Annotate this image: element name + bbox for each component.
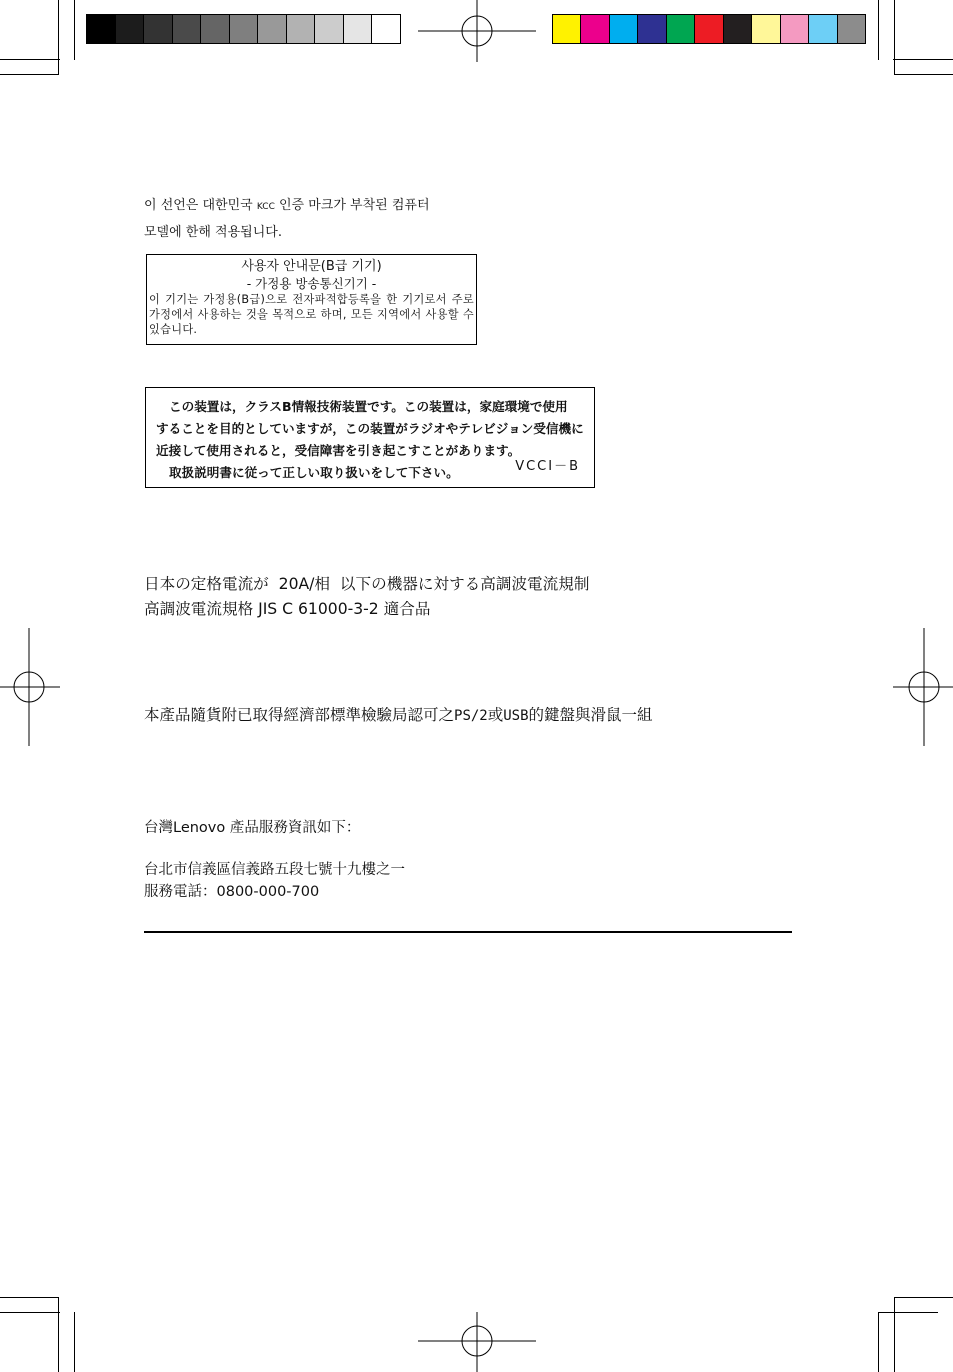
- calibration-swatch: [695, 15, 723, 43]
- vcci-notice-box: [145, 387, 595, 488]
- crop-mark: [878, 0, 879, 60]
- crop-mark: [878, 1312, 879, 1372]
- calibration-swatch: [724, 15, 752, 43]
- vcci-line: この装置は，クラスB情報技術装置です。この装置は，家庭環境で使用: [169, 399, 568, 414]
- crop-mark: [74, 1312, 75, 1372]
- calibration-swatch: [258, 15, 287, 43]
- harmonic-current-notice: [144, 572, 589, 622]
- approval-text: 或: [487, 706, 504, 724]
- crop-mark: [894, 1297, 895, 1372]
- calibration-swatch: [752, 15, 780, 43]
- vcci-mark: VCCI－B: [515, 459, 580, 474]
- taiwan-approval-statement: [144, 703, 653, 725]
- crop-mark: [893, 59, 953, 60]
- calibration-swatch: [781, 15, 809, 43]
- korean-intro-line2: 모델에 한해 적용됩니다.: [144, 225, 282, 240]
- crop-mark: [894, 1297, 953, 1298]
- korean-box-body: 이 기기는 가정용(B급)으로 전자파적합등록을 한 기기로서 주로 가정에서 사용하는 것을 목적으로 하며, 모든 지역에서 사용할 수 있습니다.: [149, 293, 474, 336]
- korean-user-guide-box: [146, 254, 477, 345]
- korean-box-title: 사용자 안내문(B급 기기): [241, 259, 382, 274]
- registration-mark-bottom: [418, 1312, 536, 1372]
- korean-intro-line1: [144, 193, 430, 220]
- calibration-swatch: [809, 15, 837, 43]
- grayscale-calibration-strip: [86, 14, 401, 44]
- calibration-swatch: [667, 15, 695, 43]
- calibration-swatch: [287, 15, 316, 43]
- korean-box-subtitle: - 가정용 방송통신기기 -: [246, 276, 377, 291]
- crop-mark: [878, 1312, 938, 1313]
- crop-mark: [74, 0, 75, 60]
- crop-mark: [0, 74, 59, 75]
- calibration-swatch: [173, 15, 202, 43]
- color-calibration-strip: [552, 14, 866, 44]
- calibration-swatch: [581, 15, 609, 43]
- calibration-swatch: [610, 15, 638, 43]
- taiwan-service-phone: 服務電話：0800-000-700: [144, 884, 320, 900]
- crop-mark: [894, 0, 895, 75]
- harmonic-line1: 日本の定格電流が 20A/相 以下の機器に対する高調波電流規制: [144, 575, 590, 593]
- calibration-swatch: [553, 15, 581, 43]
- harmonic-line2: 高調波電流規格 JIS C 61000-3-2 適合品: [144, 600, 431, 618]
- korean-intro-text: 이 선언은 대한민국: [144, 198, 257, 213]
- calibration-swatch: [201, 15, 230, 43]
- crop-mark: [0, 1297, 59, 1298]
- calibration-swatch: [638, 15, 666, 43]
- vcci-line: 近接して使用されると，受信障害を引き起こすことがあります。: [156, 443, 521, 458]
- calibration-swatch: [116, 15, 145, 43]
- crop-mark: [0, 59, 60, 60]
- section-divider: [144, 931, 792, 933]
- approval-text: 的鍵盤與滑鼠一組: [528, 706, 653, 724]
- vcci-line: することを目的としていますが，この装置がラジオやテレビジョン受信機に: [156, 421, 584, 436]
- crop-mark: [0, 1312, 60, 1313]
- calibration-swatch: [838, 15, 865, 43]
- taiwan-service-heading: 台灣Lenovo 產品服務資訊如下：: [144, 820, 361, 836]
- approval-usb: USB: [503, 708, 529, 724]
- calibration-swatch: [344, 15, 373, 43]
- taiwan-service-address: 台北市信義區信義路五段七號十九樓之一: [144, 862, 405, 878]
- registration-mark-right: [893, 628, 953, 746]
- calibration-swatch: [372, 15, 400, 43]
- kcc-mark: KCC: [256, 202, 275, 212]
- crop-mark: [58, 0, 59, 75]
- crop-mark: [58, 1297, 59, 1372]
- approval-text: 本產品隨貨附已取得經濟部標準檢驗局認可之: [144, 706, 455, 724]
- calibration-swatch: [230, 15, 259, 43]
- registration-mark-left: [0, 628, 60, 746]
- calibration-swatch: [315, 15, 344, 43]
- calibration-swatch: [87, 15, 116, 43]
- crop-mark: [894, 74, 953, 75]
- calibration-swatch: [144, 15, 173, 43]
- vcci-line: 取扱説明書に従って正しい取り扱いをして下さい。: [169, 465, 459, 480]
- registration-mark-top: [418, 0, 536, 62]
- korean-intro-text: 인증 마크가 부착된 컴퓨터: [274, 198, 430, 213]
- korean-kcc-intro: [144, 193, 430, 245]
- approval-ps2: PS/2: [454, 708, 488, 724]
